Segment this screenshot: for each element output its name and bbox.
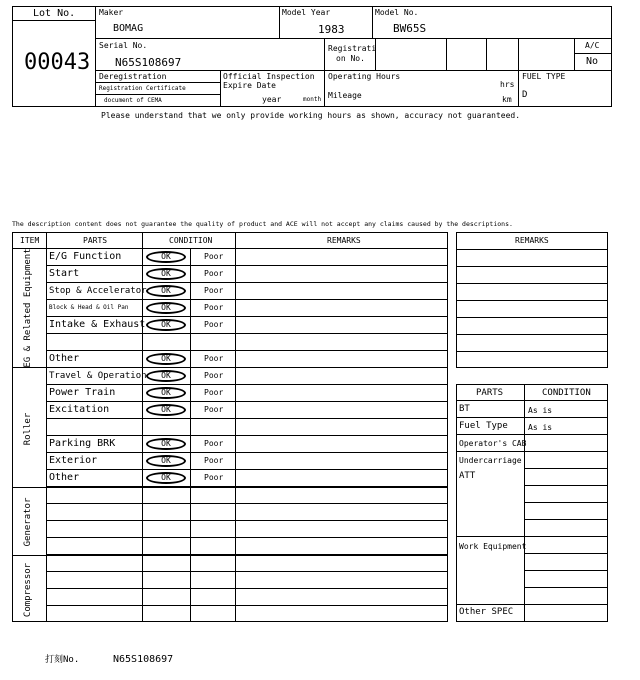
row-divider [456, 300, 608, 301]
stamp-label: 打刻No. [45, 655, 80, 665]
poor-label: Poor [204, 473, 224, 482]
inspection-label: Official Inspection [223, 72, 315, 81]
row-divider [46, 418, 448, 419]
km-label: km [502, 95, 512, 104]
lot-number: 00043 [24, 50, 91, 75]
ok-marker: OK [146, 455, 186, 467]
row-divider [456, 266, 608, 267]
divider [574, 53, 612, 54]
row-divider [524, 468, 608, 469]
row-divider [456, 400, 608, 401]
row-divider [456, 317, 608, 318]
row-divider [456, 536, 608, 537]
divider [375, 38, 376, 70]
row-divider [46, 537, 448, 538]
row-divider [524, 553, 608, 554]
serial-value: N65S108697 [115, 56, 182, 69]
group-divider [12, 487, 448, 488]
row-divider [524, 587, 608, 588]
group-divider [12, 367, 448, 368]
row-divider [46, 265, 448, 266]
ok-marker: OK [146, 472, 186, 484]
row-divider [456, 451, 608, 452]
deregistration-label: Deregistration [99, 72, 167, 81]
stamp-value: N65S108697 [113, 654, 174, 665]
ok-marker: OK [146, 285, 186, 297]
col-condition: CONDITION [169, 236, 213, 245]
bt-value: As is [528, 406, 553, 415]
fuel-label: Fuel Type [459, 421, 508, 431]
header-note: Please understand that we only provide working hours as shown, accuracy not guaranteed. [101, 111, 521, 120]
group-label-roller: Roller [23, 412, 33, 446]
poor-label: Poor [204, 252, 224, 261]
year-label: year [262, 95, 282, 104]
ok-marker: OK [146, 387, 186, 399]
part-travel-operation: Travel & Operation [49, 371, 147, 381]
row-divider [524, 485, 608, 486]
row-divider [46, 435, 448, 436]
poor-label: Poor [204, 456, 224, 465]
row-divider [46, 588, 448, 589]
poor-label: Poor [204, 269, 224, 278]
operating-hours-label: Operating Hours [328, 72, 401, 81]
ok-marker: OK [146, 251, 186, 263]
ac-label: A/C [585, 41, 600, 50]
row-divider [456, 334, 608, 335]
poor-label: Poor [204, 371, 224, 380]
divider [95, 6, 96, 107]
divider [95, 70, 612, 71]
part-eg-function: E/G Function [49, 251, 122, 262]
group-label-compressor: Compressor [23, 562, 33, 618]
fuel-type-label: FUEL TYPE [522, 72, 566, 81]
row-divider [46, 333, 448, 334]
part-other-eg: Other [49, 353, 80, 364]
part-intake-exhaust: Intake & Exhaust [49, 319, 146, 330]
ok-marker: OK [146, 319, 186, 331]
divider [279, 6, 280, 38]
registration-label-2: on No. [336, 54, 365, 63]
model-no-value: BW65S [393, 22, 427, 35]
row-divider [46, 452, 448, 453]
divider [12, 20, 95, 21]
ok-marker: OK [146, 268, 186, 280]
reg-cert-label: Registration Certificate [99, 85, 186, 92]
right-remarks-header: REMARKS [515, 236, 549, 245]
month-label: month [303, 96, 322, 103]
cab-label: Operator's CAB [459, 439, 527, 448]
poor-label: Poor [204, 439, 224, 448]
row-divider [456, 604, 608, 605]
row-divider [46, 384, 448, 385]
ok-marker: OK [146, 302, 186, 314]
divider [95, 94, 220, 95]
other-spec-label: Other SPEC [459, 607, 514, 617]
row-divider [456, 351, 608, 352]
divider [46, 232, 47, 622]
row-divider [46, 401, 448, 402]
col-item: ITEM [20, 236, 40, 245]
row-divider [46, 316, 448, 317]
lot-label: Lot No. [33, 8, 76, 19]
group-label-eg: EG & Related Equipment [23, 248, 33, 368]
row-divider [524, 519, 608, 520]
registration-label: Registrati [328, 44, 377, 53]
divider [486, 38, 487, 70]
maker-label: Maker [99, 8, 124, 17]
col-remarks: REMARKS [327, 236, 361, 245]
cema-label: document of CEMA [104, 97, 162, 104]
divider [324, 38, 325, 107]
inspection-label-2: Expire Date [223, 81, 276, 90]
model-no-label: Model No. [375, 8, 419, 17]
divider [12, 248, 448, 249]
row-divider [46, 350, 448, 351]
row-divider [46, 571, 448, 572]
fuel-type-value: D [522, 90, 528, 100]
part-parking-brk: Parking BRK [49, 438, 116, 449]
divider [220, 70, 221, 107]
part-block-head: Block & Head & Oil Pan [49, 304, 129, 311]
group-divider [12, 555, 448, 556]
divider [235, 232, 236, 622]
part-start: Start [49, 268, 80, 279]
part-stop-accelerator: Stop & Accelerator [49, 286, 147, 296]
ok-marker: OK [146, 353, 186, 365]
maker-value: BOMAG [113, 23, 144, 34]
work-equipment-label: Work Equipment [459, 542, 527, 551]
part-excitation: Excitation [49, 404, 110, 415]
col-parts: PARTS [83, 236, 108, 245]
row-divider [46, 299, 448, 300]
bt-label: BT [459, 404, 470, 414]
part-exterior: Exterior [49, 455, 98, 466]
part-power-train: Power Train [49, 387, 116, 398]
disclaimer: The description content does not guarantee the quality of product and ACE will not accept any claims caused by the descriptions. [12, 220, 513, 228]
poor-label: Poor [204, 303, 224, 312]
fuel-value: As is [528, 423, 553, 432]
ok-marker: OK [146, 370, 186, 382]
row-divider [524, 570, 608, 571]
poor-label: Poor [204, 320, 224, 329]
divider [574, 38, 575, 70]
row-divider [456, 417, 608, 418]
poor-label: Poor [204, 286, 224, 295]
poor-label: Poor [204, 388, 224, 397]
part-other-roller: Other [49, 472, 80, 483]
divider [446, 38, 447, 70]
condition-header: CONDITION [542, 388, 591, 398]
row-divider [46, 469, 448, 470]
hrs-label: hrs [500, 80, 515, 89]
divider [95, 38, 612, 39]
group-label-generator: Generator [23, 497, 33, 547]
ok-marker: OK [146, 404, 186, 416]
row-divider [46, 605, 448, 606]
model-year-label: Model Year [282, 8, 331, 17]
row-divider [46, 503, 448, 504]
divider [95, 82, 220, 83]
row-divider [46, 520, 448, 521]
divider [518, 38, 519, 107]
poor-label: Poor [204, 405, 224, 414]
att-label: ATT [459, 471, 476, 481]
divider [372, 6, 373, 38]
mileage-label: Mileage [328, 91, 362, 100]
row-divider [456, 434, 608, 435]
row-divider [456, 249, 608, 250]
row-divider [524, 502, 608, 503]
ac-value: No [586, 56, 599, 67]
serial-label: Serial No. [99, 41, 148, 50]
model-year-value: 1983 [318, 23, 345, 36]
parts-header: PARTS [476, 388, 504, 398]
undercarriage-label: Undercarriage [459, 456, 522, 465]
row-divider [46, 282, 448, 283]
row-divider [456, 283, 608, 284]
ok-marker: OK [146, 438, 186, 450]
poor-label: Poor [204, 354, 224, 363]
